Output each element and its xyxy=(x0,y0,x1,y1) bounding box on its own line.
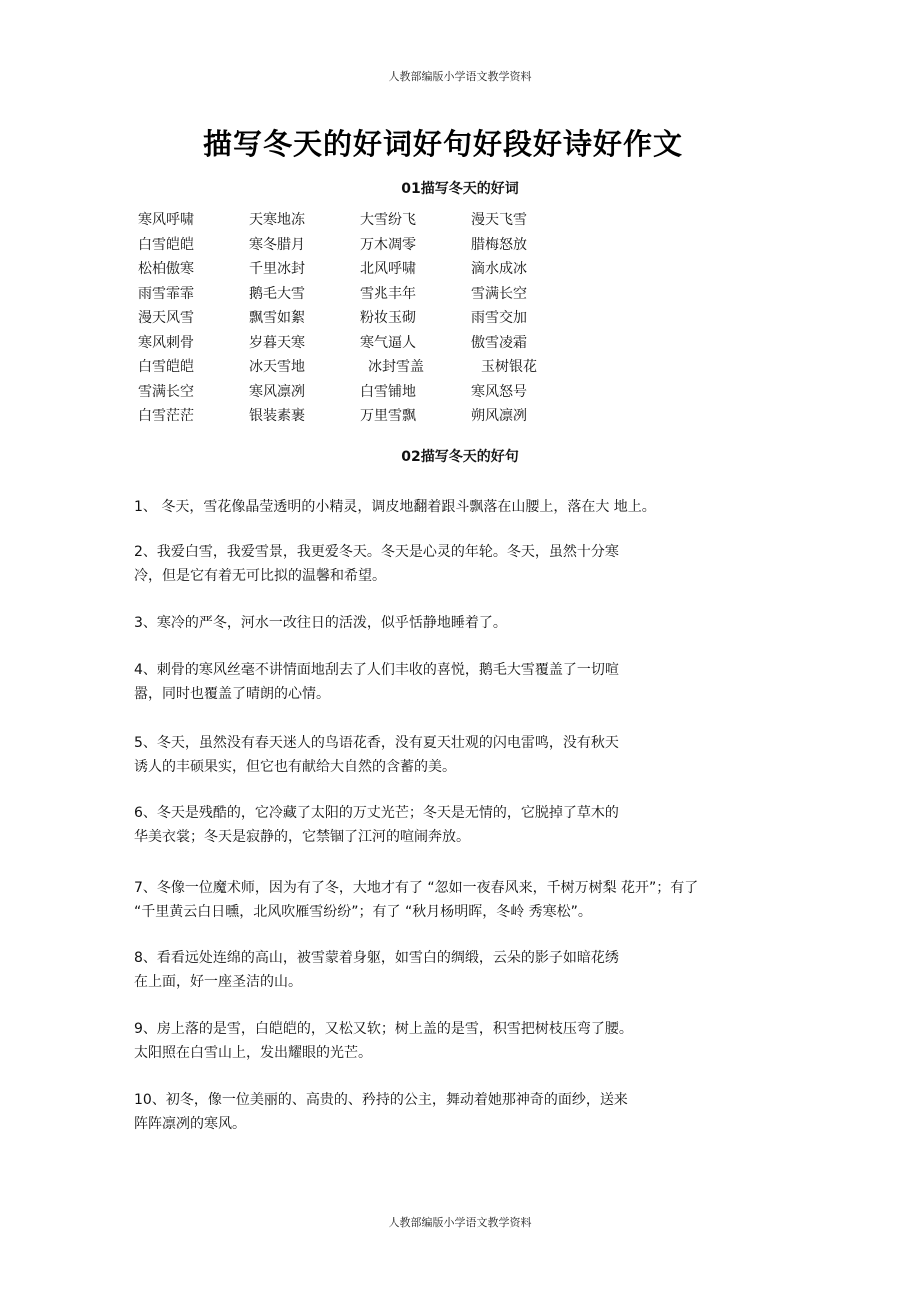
word-cell: 雪满长空 xyxy=(138,383,194,400)
sentence-item xyxy=(134,495,794,519)
sentence-item xyxy=(134,946,794,994)
word-cell: 雨雪交加 xyxy=(471,310,527,326)
word-cell: 冰封雪盖 xyxy=(368,359,424,375)
word-cell: 松柏傲寒 xyxy=(138,261,194,277)
sentence-line: 阵阵凛冽的寒风。 xyxy=(134,1116,246,1132)
sentence-line: 8、看看远处连绵的高山，被雪蒙着身躯，如雪白的绸缎，云朵的影子如暗花绣 xyxy=(134,950,619,966)
word-cell: 天寒地冻 xyxy=(249,212,305,228)
word-cell: 傲雪凌霜 xyxy=(471,334,527,351)
word-cell: 飘雪如絮 xyxy=(249,310,305,326)
sentence-item xyxy=(134,801,794,849)
sentence-line: 6、冬天是残酷的，它冷藏了太阳的万丈光芒；冬天是无情的，它脱掉了草木的 xyxy=(134,805,619,821)
sentence-line: 5、冬天，虽然没有春天迷人的鸟语花香，没有夏天壮观的闪电雷鸣，没有秋天 xyxy=(134,735,619,751)
word-cell: 岁暮天寒 xyxy=(249,334,305,351)
word-table xyxy=(138,209,582,430)
word-cell: 银装素裹 xyxy=(249,408,305,424)
word-cell: 万木凋零 xyxy=(360,236,416,253)
word-cell: 滴水成冰 xyxy=(471,261,527,277)
word-cell: 白雪皑皑 xyxy=(138,359,194,375)
word-cell: 雨雪霏霏 xyxy=(138,285,194,302)
sentence-line: 10、初冬，像一位美丽的、高贵的、矜持的公主，舞动着她那神奇的面纱，送来 xyxy=(134,1092,628,1108)
section-title-sentences: 02描写冬天的好句 xyxy=(401,449,519,465)
word-cell: 万里雪飘 xyxy=(360,408,416,424)
section-title-words: 01描写冬天的好词 xyxy=(401,181,519,197)
word-cell: 鹅毛大雪 xyxy=(249,285,305,302)
page-footer: 人教部编版小学语文教学资料 xyxy=(388,1216,532,1229)
sentence-item xyxy=(134,1017,794,1065)
word-cell: 冰天雪地 xyxy=(249,359,305,375)
sentence-line: 9、房上落的是雪，白皑皑的，又松又软；树上盖的是雪，积雪把树枝压弯了腰。 xyxy=(134,1021,633,1037)
word-cell: 腊梅怒放 xyxy=(471,236,527,253)
page-header: 人教部编版小学语文教学资料 xyxy=(388,70,532,83)
sentence-item xyxy=(134,540,794,588)
word-cell: 寒风怒号 xyxy=(471,383,527,400)
word-cell: 粉妆玉砌 xyxy=(360,310,416,326)
sentence-line: 2、我爱白雪，我爱雪景，我更爱冬天。冬天是心灵的年轮。冬天，虽然十分寒 xyxy=(134,544,619,560)
word-cell: 白雪皑皑 xyxy=(138,236,194,253)
sentence-line: 7、冬像一位魔术师，因为有了冬，大地才有了 “忽如一夜春风来，千树万树梨 花开”；有了 xyxy=(134,880,699,896)
word-cell: 雪兆丰年 xyxy=(360,285,416,302)
word-cell: 千里冰封 xyxy=(249,261,305,277)
word-cell: 寒风凛冽 xyxy=(249,383,305,400)
sentence-line: 诱人的丰硕果实，但它也有献给大自然的含蓄的美。 xyxy=(134,759,456,775)
sentence-item xyxy=(134,611,794,635)
sentence-line: 太阳照在白雪山上，发出耀眼的光芒。 xyxy=(134,1045,372,1061)
sentence-line: 1、 冬天，雪花像晶莹透明的小精灵，调皮地翻着跟斗飘落在山腰上，落在大 地上。 xyxy=(134,499,656,515)
sentence-line: 冷，但是它有着无可比拟的温馨和希望。 xyxy=(134,568,386,584)
word-cell: 寒风刺骨 xyxy=(138,334,194,351)
sentence-line: 在上面，好一座圣洁的山。 xyxy=(134,974,302,990)
word-cell: 寒气逼人 xyxy=(360,334,416,351)
sentence-item xyxy=(134,658,794,706)
word-cell: 寒风呼啸 xyxy=(138,212,194,228)
word-cell: 寒冬腊月 xyxy=(249,236,305,253)
word-cell: 北风呼啸 xyxy=(360,261,416,277)
word-cell: 白雪茫茫 xyxy=(138,408,194,424)
sentence-item xyxy=(134,1088,794,1136)
word-cell: 玉树银花 xyxy=(481,359,537,375)
word-cell: 朔风凛冽 xyxy=(471,408,527,424)
word-cell: 雪满长空 xyxy=(471,285,527,302)
word-cell: 漫天风雪 xyxy=(138,310,194,326)
sentence-line: 3、寒冷的严冬，河水一改往日的活泼，似乎恬静地睡着了。 xyxy=(134,615,507,631)
page-title: 描写冬天的好词好句好段好诗好作文 xyxy=(202,127,683,161)
word-cell: 白雪铺地 xyxy=(360,383,416,400)
sentence-line: 4、刺骨的寒风丝毫不讲情面地刮去了人们丰收的喜悦，鹅毛大雪覆盖了一切喧 xyxy=(134,662,619,678)
sentence-item xyxy=(134,731,794,779)
sentence-line: “千里黄云白日曛，北风吹雁雪纷纷”；有了 “秋月杨明晖，冬岭 秀寒松”。 xyxy=(134,904,592,920)
sentence-item xyxy=(134,876,794,924)
sentence-line: 华美衣裳；冬天是寂静的，它禁锢了江河的喧闹奔放。 xyxy=(134,829,470,845)
sentence-line: 嚣，同时也覆盖了晴朗的心情。 xyxy=(134,686,330,702)
word-cell: 漫天飞雪 xyxy=(471,212,527,228)
word-cell: 大雪纷飞 xyxy=(360,212,416,228)
